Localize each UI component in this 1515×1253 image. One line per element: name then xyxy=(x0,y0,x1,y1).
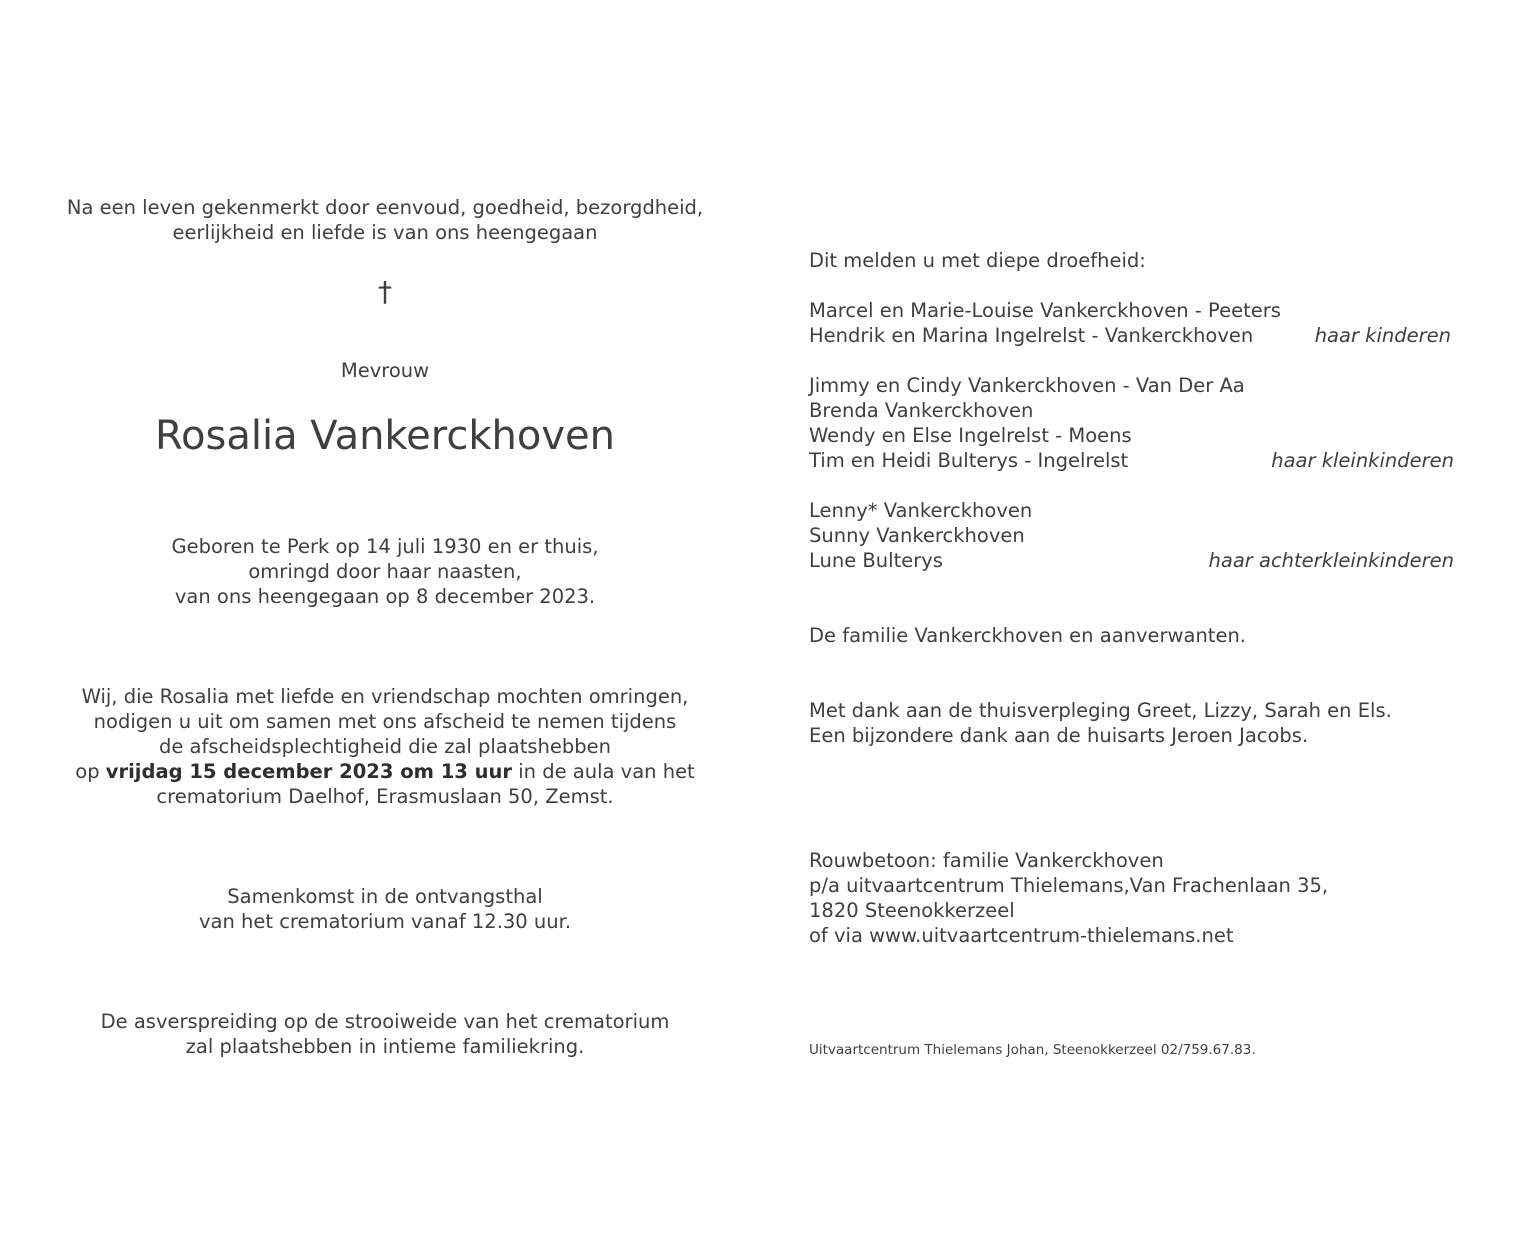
scattering-line: De asverspreiding op de strooiweide van het crematorium xyxy=(100,1010,670,1033)
thanks-line: Een bijzondere dank aan de huisarts Jeroen Jacobs. xyxy=(809,724,1309,747)
invitation-line: Wij, die Rosalia met liefde en vriendschap mochten omringen, xyxy=(81,685,689,708)
cross-icon-wrap xyxy=(40,276,730,308)
birth-line: van ons heengegaan op 8 december 2023. xyxy=(174,585,596,608)
relation-label: haar kleinkinderen xyxy=(1271,449,1454,472)
intro-line: eerlijkheid en liefde is van ons heengegaan xyxy=(172,221,598,244)
condolences-line: p/a uitvaartcentrum Thielemans,Van Frachenlaan 35, xyxy=(809,874,1329,897)
condolences-line: 1820 Steenokkerzeel xyxy=(809,899,1015,922)
relation-label: haar achterkleinkinderen xyxy=(1208,549,1454,572)
invitation-text xyxy=(40,684,730,809)
ceremony-date: vrijdag 15 december 2023 om 13 uur xyxy=(105,760,513,783)
family-row xyxy=(809,423,1454,448)
family-name: Lune Bulterys xyxy=(809,549,943,572)
deceased-name xyxy=(40,412,730,460)
family-name: Tim en Heidi Bulterys - Ingelrelst xyxy=(809,449,1129,472)
family-row xyxy=(809,398,1454,423)
honorific: Mevrouw xyxy=(340,359,430,382)
footer xyxy=(809,1039,1454,1059)
condolences-link: of via www.uitvaartcentrum-thielemans.net xyxy=(809,924,1234,947)
birth-text xyxy=(40,534,730,609)
family-name: Brenda Vankerckhoven xyxy=(809,399,1034,422)
family-row xyxy=(809,373,1454,398)
great-grandchildren-block xyxy=(809,498,1454,573)
family-name: Jimmy en Cindy Vankerckhoven - Van Der Aa xyxy=(809,374,1245,397)
family-row xyxy=(809,498,1454,523)
relation-label: haar kinderen xyxy=(1314,324,1451,347)
deceased-name-text: Rosalia Vankerckhoven xyxy=(155,413,615,459)
date-suffix: in de aula van het xyxy=(518,760,695,783)
gathering-text xyxy=(40,884,730,934)
invitation-date-line xyxy=(40,759,730,784)
family-line xyxy=(809,623,1454,648)
family-row xyxy=(809,548,1454,573)
intro-line: Na een leven gekenmerkt door eenvoud, goedheid, bezorgdheid, xyxy=(66,196,704,219)
gathering-line: Samenkomst in de ontvangsthal xyxy=(227,885,543,908)
invitation-line: crematorium Daelhof, Erasmuslaan 50, Zemst. xyxy=(156,785,614,808)
children-block xyxy=(809,298,1454,348)
thanks-line: Met dank aan de thuisverpleging Greet, Lizzy, Sarah en Els. xyxy=(809,699,1392,722)
family-row xyxy=(809,298,1454,323)
condolences-line: Rouwbetoon: familie Vankerckhoven xyxy=(809,849,1164,872)
family-name: Sunny Vankerckhoven xyxy=(809,524,1025,547)
intro-text xyxy=(40,195,730,245)
title xyxy=(40,358,730,383)
family-name: Wendy en Else Ingelrelst - Moens xyxy=(809,424,1132,447)
family-name: Hendrik en Marina Ingelrelst - Vankerckhoven xyxy=(809,324,1254,347)
birth-line: Geboren te Perk op 14 juli 1930 en er thuis, xyxy=(171,535,599,558)
birth-line: omringd door haar naasten, xyxy=(248,560,522,583)
family-text: De familie Vankerckhoven en aanverwanten. xyxy=(809,624,1247,647)
date-prefix: op xyxy=(75,760,100,783)
family-row xyxy=(809,448,1454,473)
invitation-line: nodigen u uit om samen met ons afscheid te nemen tijdens xyxy=(93,710,677,733)
scattering-line: zal plaatshebben in intieme familiekring. xyxy=(185,1035,585,1058)
cross-icon: † xyxy=(378,275,392,308)
gathering-line: van het crematorium vanaf 12.30 uur. xyxy=(198,910,572,933)
family-name: Marcel en Marie-Louise Vankerckhoven - Peeters xyxy=(809,299,1281,322)
condolences-block xyxy=(809,848,1454,948)
grandchildren-block xyxy=(809,373,1454,473)
thanks-block xyxy=(809,698,1454,748)
family-row xyxy=(809,523,1454,548)
funeral-home-credit: Uitvaartcentrum Thielemans Johan, Steenokkerzeel 02/759.67.83. xyxy=(809,1042,1256,1058)
scattering-text xyxy=(40,1009,730,1059)
family-name: Lenny* Vankerckhoven xyxy=(809,499,1033,522)
announcement xyxy=(809,248,1454,273)
family-row xyxy=(809,323,1454,348)
announcement-line: Dit melden u met diepe droefheid: xyxy=(809,249,1146,272)
invitation-line: de afscheidsplechtigheid die zal plaatshebben xyxy=(158,735,611,758)
